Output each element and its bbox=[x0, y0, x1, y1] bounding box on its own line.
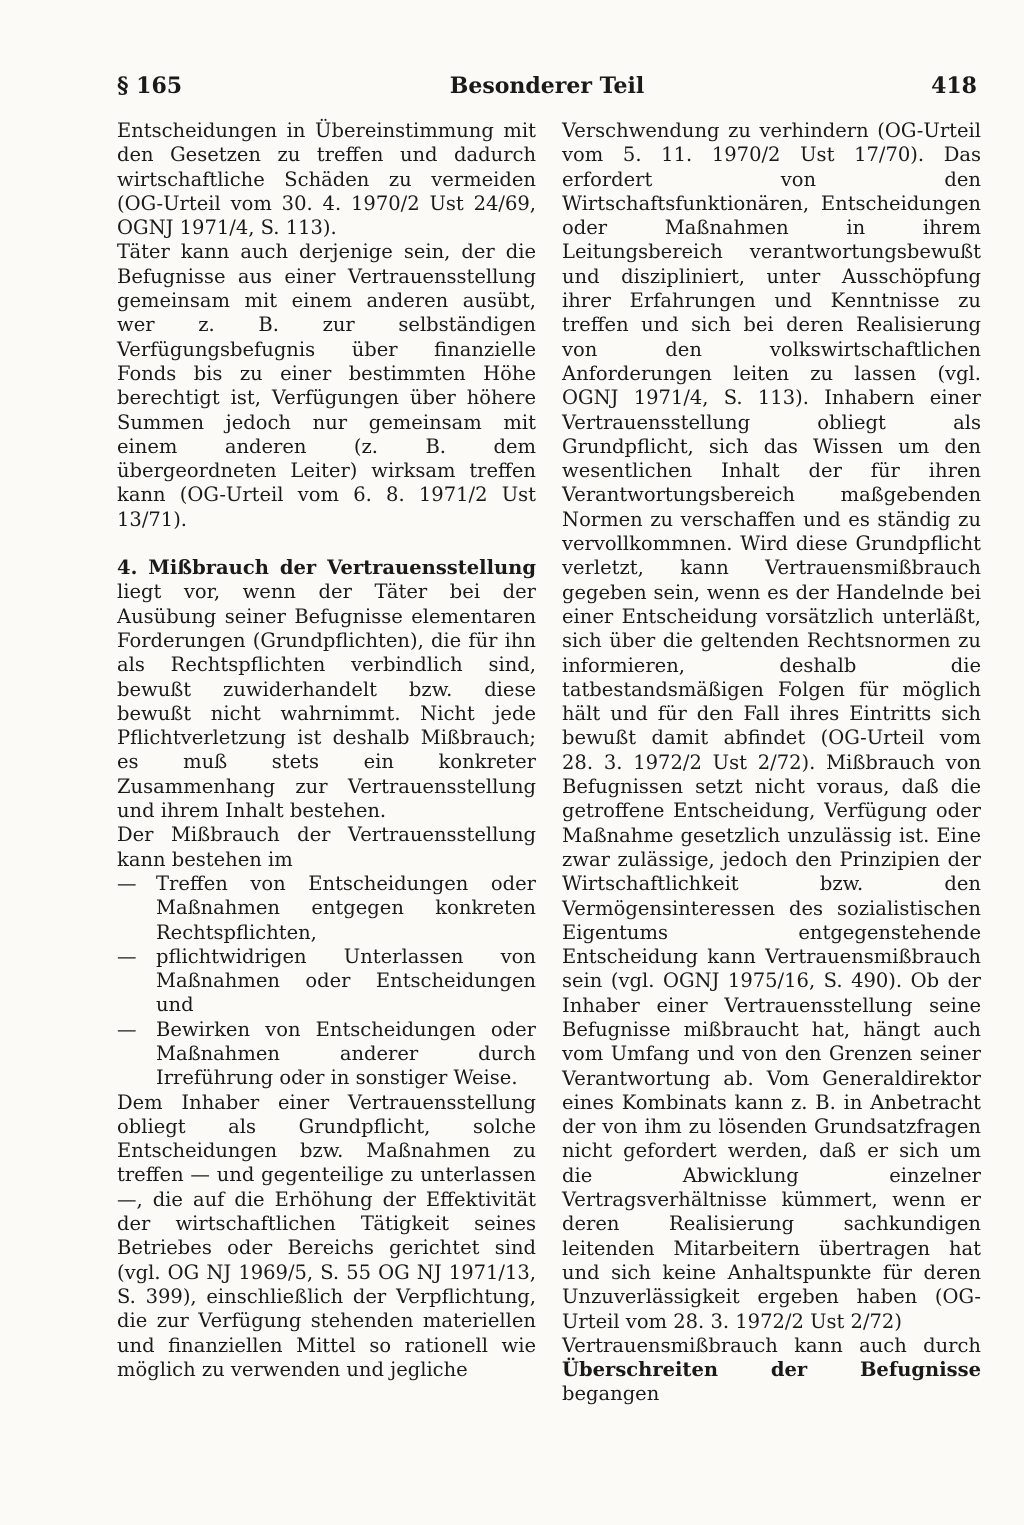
paragraph: Verschwendung zu verhindern (OG-Urteil vom 5. 11. 1970/2 Ust 17/70). Das erfordert von den Wirtschaftsfunktionären, Entscheidungen oder Maßnahmen in ihrem Leitungsbereich verantwortungsbewußt und diszipliniert, unter Ausschöpfung ihrer Erfahrungen und Kenntnisse zu treffen und sich bei deren Realisierung von den volkswirtschaftlichen Anforderungen leiten zu lassen (vgl. OGNJ 1971/4, S. 113). Inhabern einer Vertrauensstellung obliegt als Grundpflicht, sich das Wissen um den wesentlichen Inhalt der für ihren Verantwortungsbereich maßgebenden Normen zu verschaffen und es ständig zu vervollkommnen. Wird diese Grundpflicht verletzt, kann Vertrauensmißbrauch gegeben sein, wenn es der Handelnde bei einer Entscheidung vorsätzlich unterläßt, sich über die geltenden Rechtsnormen zu informieren, deshalb die tatbestandsmäßigen Folgen für möglich hält und für den Fall ihres Eintritts sich bewußt damit abfindet (OG-Urteil vom 28. 3. 1972/2 Ust 2/72). Mißbrauch von Befugnissen setzt nicht voraus, daß die getroffene Entscheidung, Verfügung oder Maßnahme gesetzlich unzulässig ist. Eine zwar zulässige, jedoch den Prinzipien der Wirtschaftlichkeit bzw. den Vermögensinteressen des sozialistischen Eigentums entgegenstehende Entscheidung kann Vertrauensmißbrauch sein (vgl. OGNJ 1975/16, S. 490). Ob der Inhaber einer Vertrauensstellung seine Befugnisse mißbraucht hat, hängt auch vom Umfang und von den Grenzen seiner Verantwortung ab. Vom Generaldirektor eines Kombinats kann z. B. in Anbetracht der von ihm zu lösenden Grundsatzfragen nicht gefordert werden, daß er sich um die Abwicklung einzelner Vertragsverhältnisse kümmert, wenn er deren Realisierung sachkundigen leitenden Mitarbeitern übertragen hat und sich keine Anhaltspunkte für deren Unzuverlässigkeit ergeben haben (OG-Urteil vom 28. 3. 1972/2 Ust 2/72) bbox=[562, 119, 981, 1333]
dash-list bbox=[117, 872, 536, 1091]
page-number: 418 bbox=[931, 73, 977, 99]
section-number: § 165 bbox=[117, 73, 183, 99]
list-item bbox=[117, 872, 536, 945]
list-item-text: Bewirken von Entscheidungen oder Maßnahmen anderer durch Irreführung oder in sonstiger Weise. bbox=[156, 1017, 536, 1090]
section-heading: 4. Mißbrauch der Vertrauensstellung bbox=[117, 556, 536, 580]
list-item bbox=[117, 1018, 536, 1091]
right-column bbox=[562, 119, 981, 1407]
paragraph-overstepping bbox=[562, 1334, 981, 1407]
paragraph: Der Mißbrauch der Vertrauensstellung kann bestehen im bbox=[117, 823, 536, 871]
running-title: Besonderer Teil bbox=[449, 73, 645, 99]
paragraph-text-tail: begangen bbox=[562, 1382, 660, 1406]
dash-marker: — bbox=[117, 944, 137, 968]
paragraph: Dem Inhaber einer Vertrauensstellung obliegt als Grundpflicht, solche Entscheidungen bzw. Maßnahmen zu treffen — und gegenteilige zu unterlassen —, die auf die Erhöhung der Effektivität der wirtschaftlichen Tätigkeit seines Betriebes oder Bereichs gerichtet sind (vgl. OG NJ 1969/5, S. 55 OG NJ 1971/13, S. 399), einschließlich der Verpflichtung, die zur Verfügung stehenden materiellen und finanziellen Mittel so rationell wie möglich zu verwenden und jegliche bbox=[117, 1090, 536, 1381]
paragraph-misuse bbox=[117, 556, 536, 823]
paragraph-text: Vertrauensmißbrauch kann auch durch bbox=[562, 1333, 981, 1357]
dash-marker: — bbox=[117, 1017, 137, 1041]
page-header bbox=[117, 66, 977, 106]
list-item bbox=[117, 945, 536, 1018]
paragraph: Täter kann auch derjenige sein, der die Befugnisse aus einer Vertrauensstellung gemeinsam mit einem anderen ausübt, wer z. B. zur selbständigen Verfügungsbefugnis über finanzielle Fonds bis zu einer bestimmten Höhe berechtigt ist, Verfügungen über höhere Summen jedoch nur gemeinsam mit einem anderen (z. B. dem übergeordneten Leiter) wirksam treffen kann (OG-Urteil vom 6. 8. 1971/2 Ust 13/71). bbox=[117, 240, 536, 531]
paragraph-text: liegt vor, wenn der Täter bei der Ausübung seiner Befugnisse elementaren Forderungen (Grundpflichten), die für ihn als Rechtspflichten verbindlich sind, bewußt zuwiderhandelt bzw. diese bewußt nicht wahrnimmt. Nicht jede Pflichtverletzung ist deshalb Mißbrauch; es muß stets ein konkreter Zusammenhang zur Vertrauensstellung und ihrem Inhalt bestehen. bbox=[117, 580, 536, 823]
left-column bbox=[117, 119, 536, 1382]
list-item-text: Treffen von Entscheidungen oder Maßnahmen entgegen konkreten Rechtspflichten, bbox=[156, 871, 536, 944]
emphasis-text: Überschreiten der Befugnisse bbox=[562, 1358, 981, 1382]
dash-marker: — bbox=[117, 871, 137, 895]
list-item-text: pflichtwidrigen Unterlassen von Maßnahmen oder Entscheidungen und bbox=[156, 944, 536, 1017]
paragraph: Entscheidungen in Übereinstimmung mit den Gesetzen zu treffen und dadurch wirtschaftliche Schäden zu vermeiden (OG-Urteil vom 30. 4. 1970/2 Ust 24/69, OGNJ 1971/4, S. 113). bbox=[117, 119, 536, 240]
